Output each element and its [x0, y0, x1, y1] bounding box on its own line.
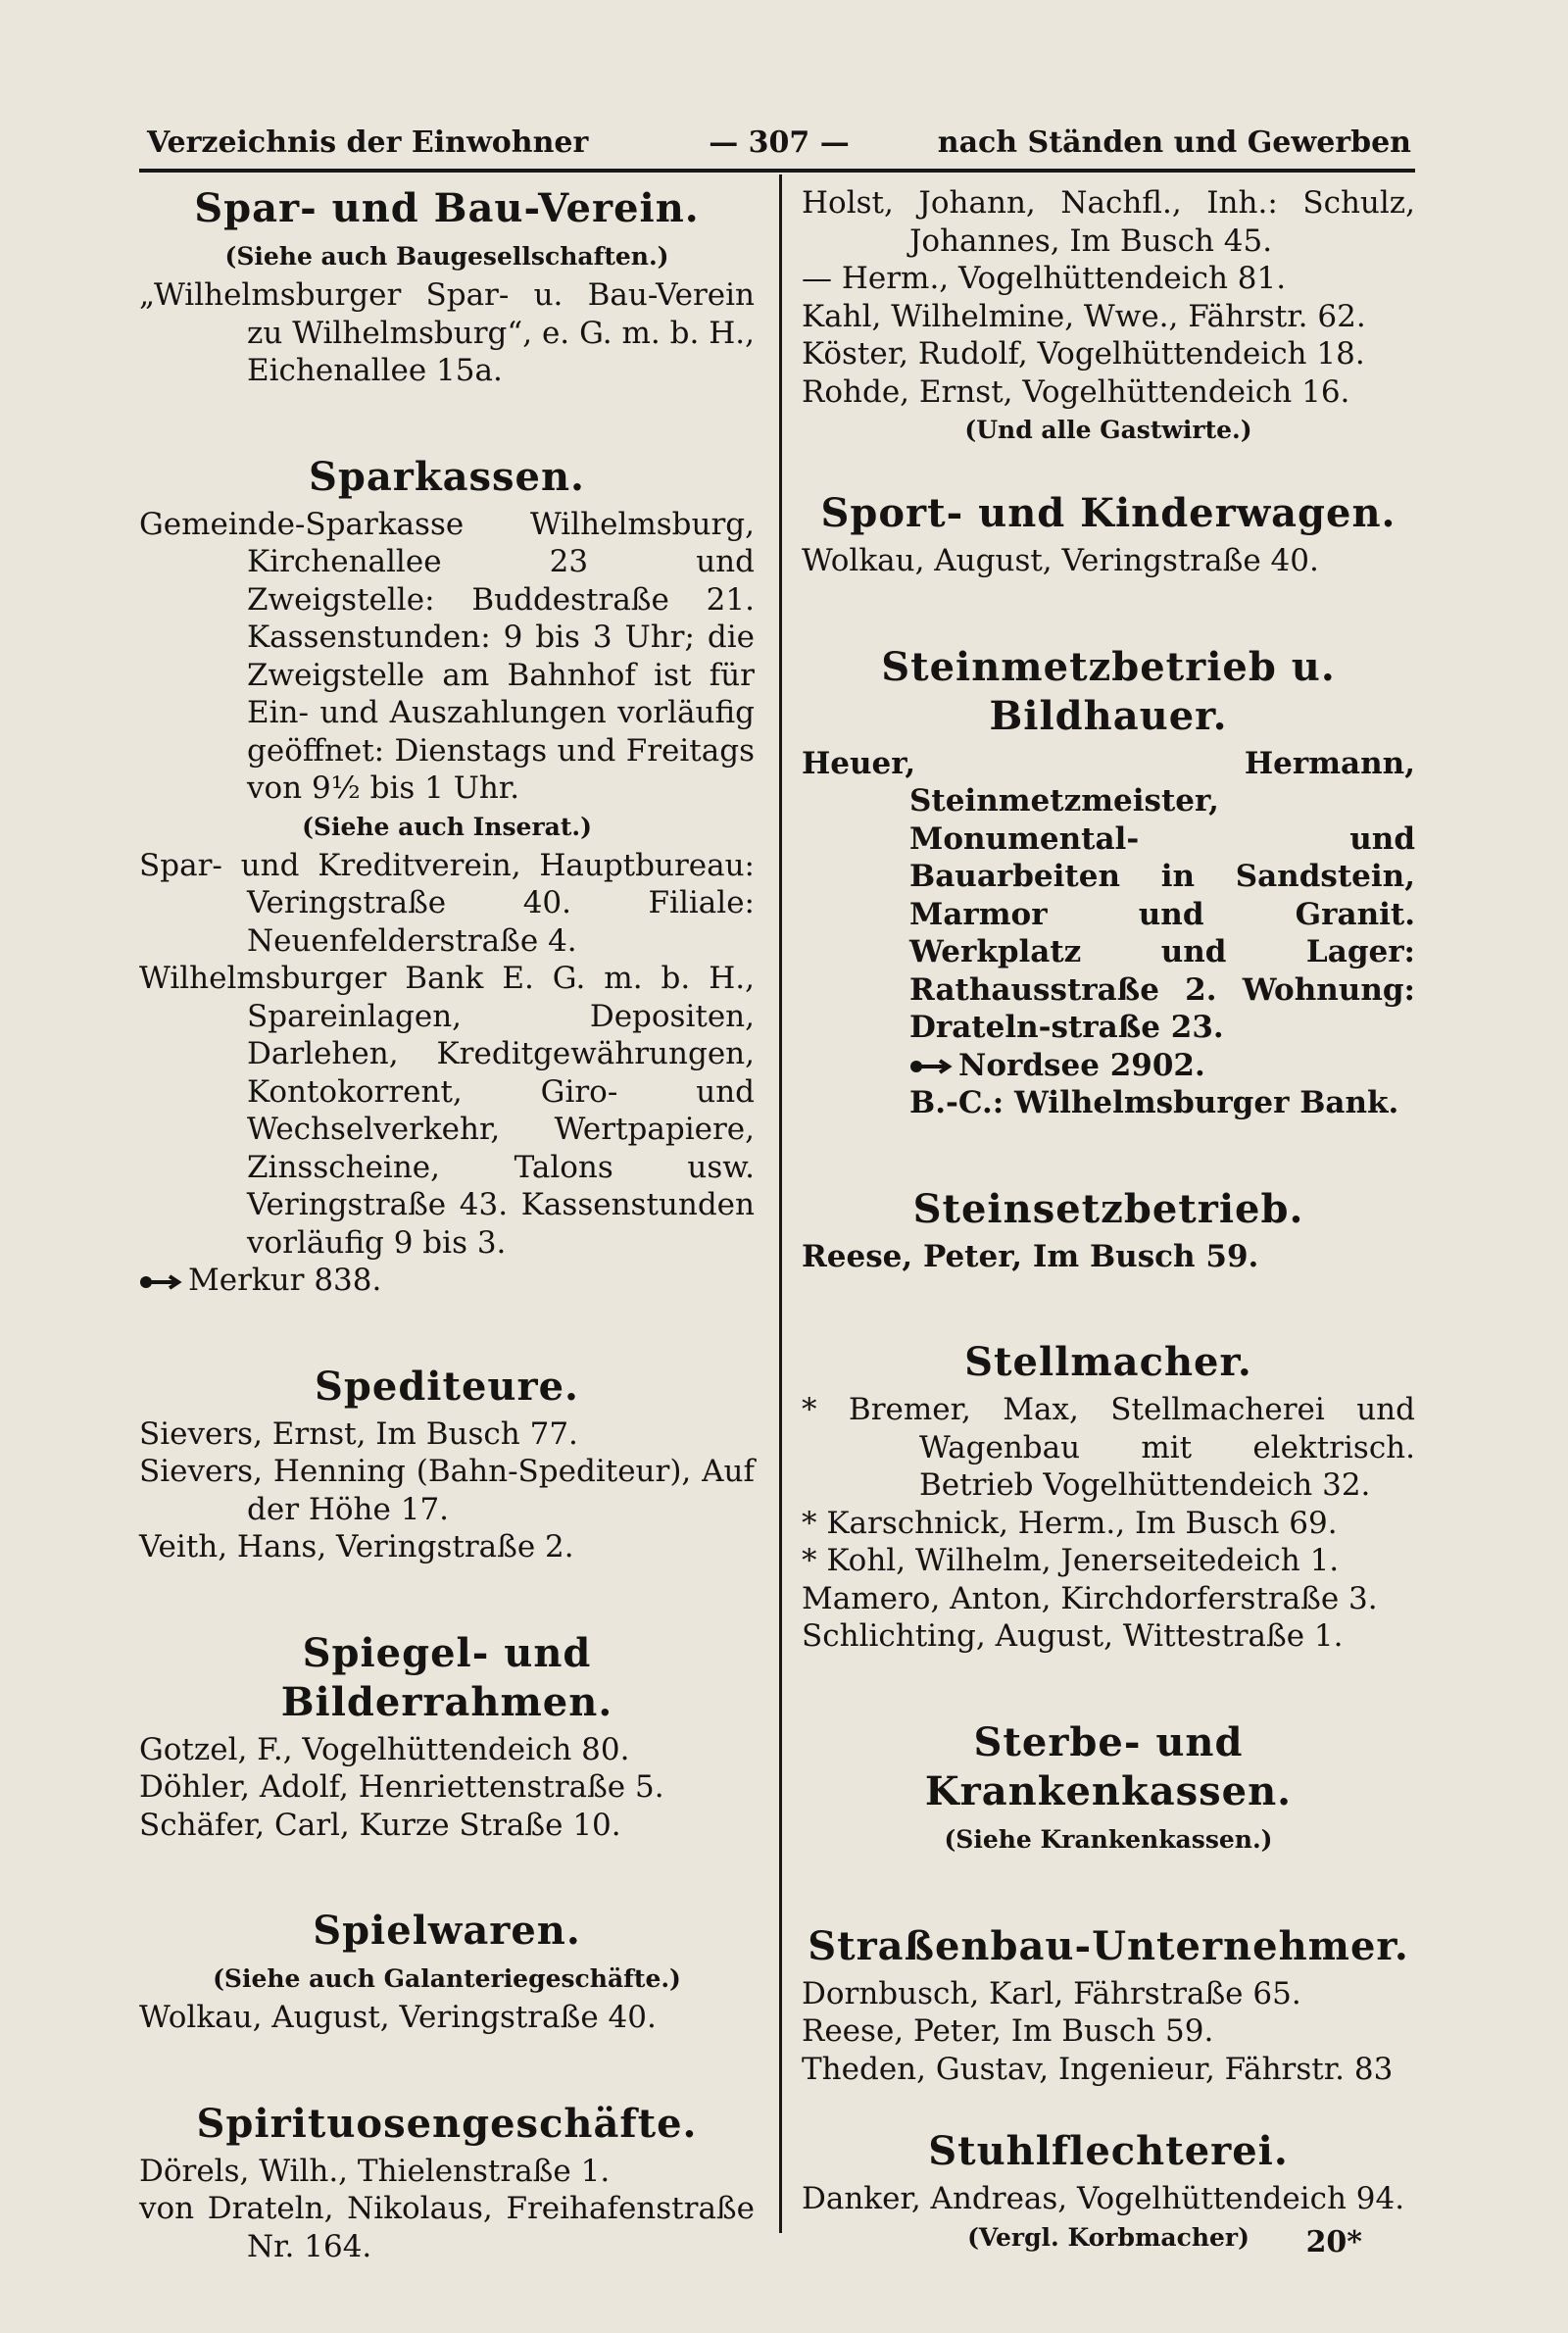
list-item: * Bremer, Max, Stellmacherei und Wagenbau mit elektrisch. Betrieb Vogelhüttendeich 32. [802, 1392, 1415, 1503]
header-left: Verzeichnis der Einwohner [147, 125, 589, 160]
telephone-arrow-icon [909, 1058, 953, 1075]
list-item: Sievers, Henning (Bahn-Spediteur), Auf der Höhe 17. [139, 1454, 755, 1527]
list-item: Köster, Rudolf, Vogelhüttendeich 18. [802, 336, 1365, 372]
page-number: — 307 — [709, 125, 850, 160]
section-title: Straßenbau-Unternehmer. [808, 1922, 1409, 1969]
section-title: Spiegel- und Bilderrahmen. [280, 1629, 613, 1725]
list-item: — Herm., Vogelhüttendeich 81. [802, 261, 1287, 296]
list-item: Sievers, Ernst, Im Busch 77. [139, 1415, 578, 1452]
list-item: Reese, Peter, Im Busch 59. [802, 2013, 1214, 2049]
list-item: Rohde, Ernst, Vogelhüttendeich 16. [802, 373, 1350, 410]
list-item: Theden, Gustav, Ingenieur, Fährstr. 83 [802, 2051, 1394, 2087]
phone-number: Nordsee 2902. [958, 1047, 1205, 1083]
section-title: Spediteure. [315, 1363, 579, 1410]
column-divider [779, 174, 782, 2233]
section-note: (Und alle Gastwirte.) [964, 416, 1252, 444]
bank-line: B.-C.: Wilhelmsburger Bank. [909, 1085, 1399, 1120]
list-item: Danker, Andreas, Vogelhüttendeich 94. [802, 2181, 1405, 2216]
list-item: Heuer, Hermann, Steinmetzmeister, Monumental- und Bauarbeiten in Sandstein, Marmor und Granit. Werkplatz und Lager: Rathausstraße 2. Wohnung: Drateln-straße 23. [802, 745, 1415, 1045]
section-title: Steinmetzbetrieb u. Bildhauer. [881, 643, 1336, 739]
list-item: Dörels, Wilh., Thielenstraße 1. [139, 2153, 611, 2189]
list-item: von Drateln, Nikolaus, Freihafenstraße Nr. 164. [139, 2191, 755, 2264]
list-item: Gotzel, F., Vogelhüttendeich 80. [139, 1731, 630, 1767]
list-item: Gemeinde-Sparkasse Wilhelmsburg, Kirchenallee 23 und Zweigstelle: Buddestraße 21. Kassenstunden: 9 bis 3 Uhr; die Zweigstelle am Bahnhof ist für Ein- und Auszahlungen vorläufig geöffnet: Dienstags und Freitags von 9½ bis 1 Uhr. [139, 506, 755, 806]
section-title: Sport- und Kinderwagen. [820, 490, 1396, 536]
section-note: (Siehe auch Galanteriegeschäfte.) [213, 1964, 681, 1993]
list-item: * Karschnick, Herm., Im Busch 69. [802, 1505, 1338, 1541]
header-rule [139, 169, 1415, 173]
section-title: Spirituosengeschäfte. [196, 2100, 698, 2147]
section-title: Sterbe- und Krankenkassen. [924, 1718, 1293, 1814]
list-item: Wolkau, August, Veringstraße 40. [139, 2000, 657, 2035]
phone-line [139, 1262, 755, 1300]
list-item: Veith, Hans, Veringstraße 2. [139, 1529, 574, 1564]
section-note: (Siehe auch Baugesellschaften.) [224, 242, 669, 271]
header-right: nach Ständen und Gewerben [937, 125, 1411, 160]
list-item: Wolkau, August, Veringstraße 40. [802, 543, 1319, 578]
list-item: Mamero, Anton, Kirchdorferstraße 3. [802, 1580, 1378, 1616]
list-item: * Kohl, Wilhelm, Jenerseitedeich 1. [802, 1543, 1340, 1578]
list-item: Holst, Johann, Nachfl., Inh.: Schulz, Johannes, Im Busch 45. [802, 185, 1415, 259]
phone-line [802, 1047, 1415, 1085]
list-item: Kahl, Wilhelmine, Wwe., Fährstr. 62. [802, 298, 1366, 334]
list-item: Spar- und Kreditverein, Hauptbureau: Veringstraße 40. Filiale: Neuenfelderstraße 4. [139, 847, 755, 959]
section-note: (Vergl. Korbmacher) [967, 2222, 1250, 2252]
running-header [147, 125, 1411, 165]
right-column [802, 184, 1415, 2258]
list-item: Dornbusch, Karl, Fährstraße 65. [802, 1975, 1301, 2011]
phone-number: Merkur 838. [188, 1263, 382, 1298]
section-note: (Siehe auch Inserat.) [302, 812, 592, 841]
section-title: Sparkassen. [309, 453, 585, 500]
list-item: „Wilhelmsburger Spar- u. Bau-Verein zu Wilhelmsburg“, e. G. m. b. H., Eichenallee 15a. [139, 277, 755, 388]
left-column [139, 184, 755, 2265]
list-item: Schäfer, Carl, Kurze Straße 10. [139, 1807, 621, 1843]
list-item: Reese, Peter, Im Busch 59. [802, 1238, 1259, 1274]
section-title: Stellmacher. [964, 1339, 1252, 1385]
list-item: Schlichting, August, Wittestraße 1. [802, 1618, 1344, 1654]
section-title: Steinsetzbetrieb. [912, 1185, 1304, 1232]
section-title: Spielwaren. [313, 1908, 581, 1954]
list-item: Wilhelmsburger Bank E. G. m. b. H., Spareinlagen, Depositen, Darlehen, Kreditgewährungen, Kontokorrent, Giro- und Wechselverkehr, Wertpapiere, Zinsscheine, Talons usw. Veringstraße 43. Kassenstunden vorläufig 9 bis 3. [139, 961, 755, 1261]
section-title: Stuhlflechterei. [928, 2128, 1289, 2174]
signature-mark: 20* [1305, 2225, 1362, 2259]
section-title: Spar- und Bau-Verein. [194, 185, 700, 231]
list-item: Döhler, Adolf, Henriettenstraße 5. [139, 1769, 664, 1805]
section-note: (Siehe Krankenkassen.) [944, 1824, 1273, 1854]
telephone-arrow-icon [139, 1273, 182, 1291]
